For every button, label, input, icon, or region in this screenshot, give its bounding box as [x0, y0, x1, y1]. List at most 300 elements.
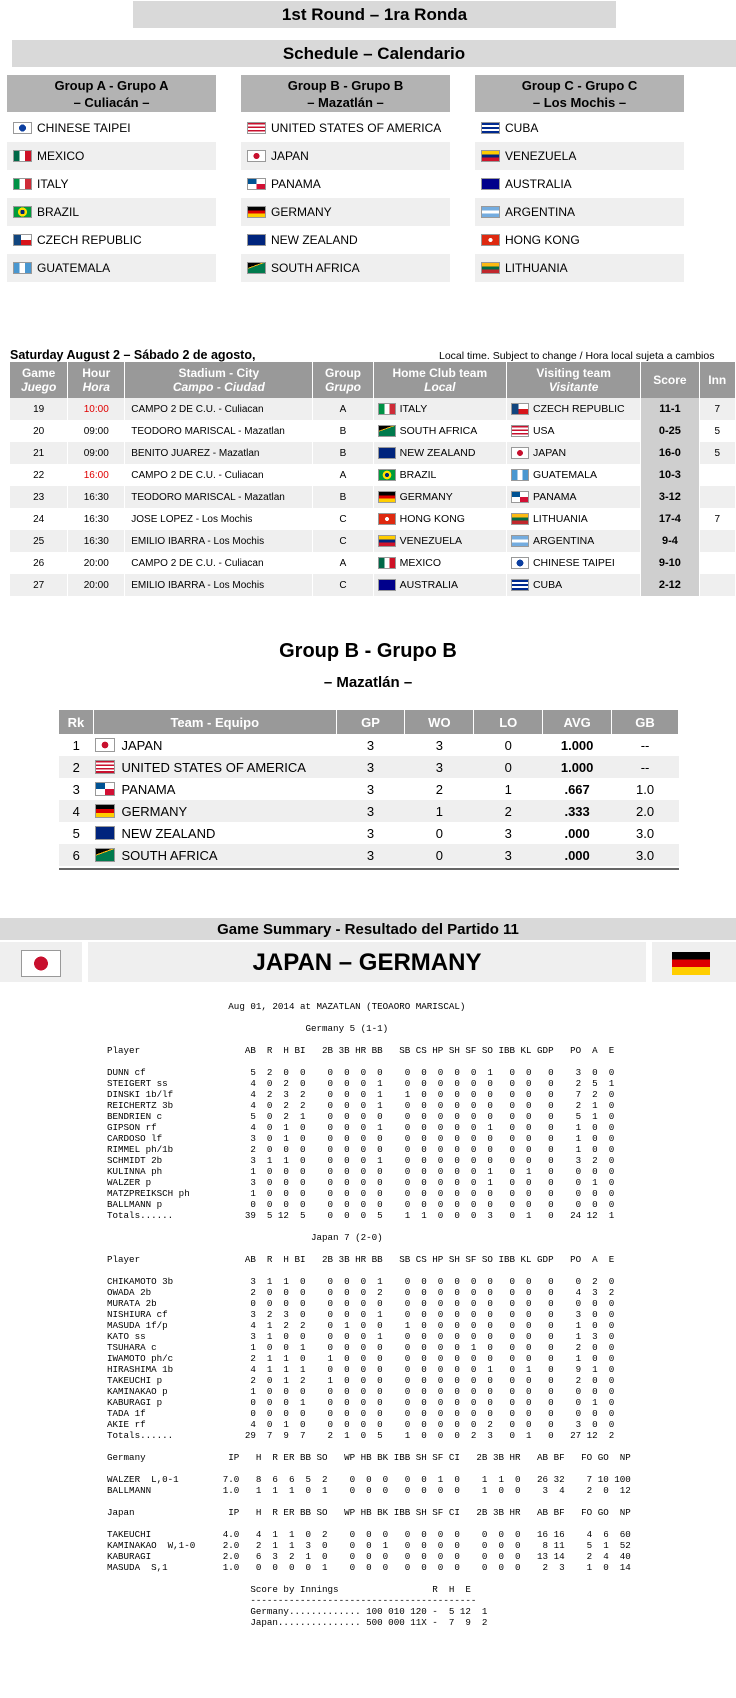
- gua-flag-icon: [511, 469, 529, 481]
- visit-team-name: ARGENTINA: [532, 535, 595, 547]
- game-group: C: [313, 574, 373, 596]
- boxscore-line: BALLMANN 1.0 1 1 1 0 1 0 0 0 0 0 0 0 1 0 0 3 4 2 0 12: [107, 1485, 631, 1496]
- standings-row: [59, 844, 679, 866]
- game-innings: [699, 552, 735, 574]
- schedule-row: [10, 442, 736, 464]
- game-stadium: TEODORO MARISCAL - Mazatlan: [125, 486, 313, 508]
- game-innings: 7: [699, 398, 735, 420]
- game-hour: 09:00: [68, 442, 125, 464]
- game-hour: 16:30: [68, 530, 125, 552]
- visit-team-cell: [506, 530, 640, 552]
- schedule-title-bar: Schedule – Calendario: [12, 40, 736, 67]
- group-team-row: [241, 114, 450, 142]
- boxscore-spacer: [107, 1012, 727, 1023]
- home-team-cell: [373, 530, 506, 552]
- usa-flag-icon: [95, 760, 115, 774]
- home-team-name: AUSTRALIA: [399, 579, 458, 591]
- boxscore-line: Player AB R H BI 2B 3B HR BB SB CS HP SH SF SO IBB KL GDP PO A E: [107, 1254, 615, 1265]
- rsa-flag-icon: [378, 425, 396, 437]
- ger-flag-icon: [378, 491, 396, 503]
- boxscore-line: DUNN cf 5 2 0 0 0 0 0 0 0 0 0 0 0 1 0 0 0 3 0 0: [107, 1067, 615, 1078]
- boxscore-line: TAKEUCHI 4.0 4 1 1 0 2 0 0 0 0 0 0 0 0 0 0 16 16 4 6 60: [107, 1529, 631, 1540]
- ltu-flag-icon: [481, 262, 500, 274]
- boxscore-line: MASUDA 1f/p 4 1 2 2 0 1 0 0 1 0 0 0 0 0 0 0 0 1 0 0: [107, 1320, 615, 1331]
- boxscore-line: TAKEUCHI p 2 0 1 2 1 0 0 0 0 0 0 0 0 0 0 0 0 2 0 0: [107, 1375, 615, 1386]
- group-name: Group C - Grupo C: [521, 78, 638, 93]
- team-name: HONG KONG: [505, 233, 580, 247]
- boxscore-spacer: [107, 1265, 727, 1276]
- usa-flag-icon: [247, 122, 266, 134]
- col-inn: Inn: [699, 362, 735, 398]
- standings-row: [59, 734, 679, 756]
- standings-team-name: JAPAN: [121, 737, 163, 753]
- game-score: 16-0: [641, 442, 699, 464]
- group-team-row: [7, 170, 216, 198]
- game-stadium: EMILIO IBARRA - Los Mochis: [125, 530, 313, 552]
- group-column: [241, 75, 450, 282]
- schedule-row: [10, 530, 736, 552]
- boxscore-spacer: [107, 1518, 727, 1529]
- standings-gb: 3.0: [612, 844, 679, 866]
- group-team-row: [7, 226, 216, 254]
- group-header: [475, 75, 684, 112]
- group-header: [7, 75, 216, 112]
- boxscore-line: Player AB R H BI 2B 3B HR BB SB CS HP SH SF SO IBB KL GDP PO A E: [107, 1045, 615, 1056]
- boxscore-line: Japan 7 (2-0): [107, 1232, 383, 1243]
- home-team-name: SOUTH AFRICA: [399, 425, 478, 437]
- standings-col-header: GB: [612, 710, 679, 734]
- game-score: 2-12: [641, 574, 699, 596]
- visit-team-cell: [506, 420, 640, 442]
- standings-team-name: NEW ZEALAND: [121, 825, 216, 841]
- group-team-row: [7, 198, 216, 226]
- game-stadium: CAMPO 2 DE C.U. - Culiacan: [125, 464, 313, 486]
- usa-flag-icon: [511, 425, 529, 437]
- boxscore-line: KULINNA ph 1 0 0 0 0 0 0 0 0 0 0 0 0 1 0 1 0 0 0 0: [107, 1166, 615, 1177]
- team-name: ARGENTINA: [505, 205, 576, 219]
- game-stadium: JOSE LOPEZ - Los Mochis: [125, 508, 313, 530]
- col-game: Game Juego: [10, 362, 68, 398]
- team-name: GERMANY: [271, 205, 332, 219]
- visit-team-cell: [506, 486, 640, 508]
- standings-row: [59, 800, 679, 822]
- standings-gp: 3: [336, 844, 405, 866]
- standings-col-header: WO: [405, 710, 474, 734]
- boxscore-line: Score by Innings R H E: [107, 1584, 471, 1595]
- home-team-cell: [373, 552, 506, 574]
- arg-flag-icon: [481, 206, 500, 218]
- standings-rk: 4: [59, 800, 93, 822]
- boxscore-line: TSUHARA c 1 0 0 1 0 0 0 0 0 0 0 0 1 0 0 0 0 2 0 0: [107, 1342, 615, 1353]
- team-name: UNITED STATES OF AMERICA: [271, 121, 442, 135]
- game-score: 10-3: [641, 464, 699, 486]
- standings-wo: 1: [405, 800, 474, 822]
- standings-lo: 1: [504, 781, 512, 797]
- game-hour: 16:30: [68, 508, 125, 530]
- boxscore-line: RIMMEL ph/1b 2 0 0 0 0 0 0 0 0 0 0 0 0 0 0 0 0 1 0 0: [107, 1144, 615, 1155]
- round-title-bar: 1st Round – 1ra Ronda: [133, 1, 616, 28]
- group-team-row: [475, 114, 684, 142]
- visit-team-cell: [506, 574, 640, 596]
- group-team-row: [7, 142, 216, 170]
- standings-team-cell: [93, 844, 336, 866]
- boxscore-line: KABURAGI 2.0 6 3 2 1 0 0 0 0 0 0 0 0 0 0 0 13 14 2 4 40: [107, 1551, 631, 1562]
- bra-flag-icon: [378, 469, 396, 481]
- ger-flag-icon: [247, 206, 266, 218]
- standings-avg: .667: [564, 781, 590, 797]
- standings-gb: --: [612, 756, 679, 778]
- boxscore-line: Totals...... 29 7 9 7 2 1 0 5 1 0 0 0 2 3 0 1 0 27 12 2: [107, 1430, 615, 1441]
- boxscore-spacer: [107, 1441, 727, 1452]
- standings-title: Group B - Grupo B: [279, 640, 457, 662]
- ven-flag-icon: [481, 150, 500, 162]
- nzl-flag-icon: [95, 826, 115, 840]
- home-team-name: MEXICO: [399, 557, 442, 569]
- boxscore-line: Totals...... 39 5 12 5 0 0 0 5 1 1 0 0 0 3 0 1 0 24 12 1: [107, 1210, 615, 1221]
- boxscore-line: OWADA 2b 2 0 0 0 0 0 0 2 0 0 0 0 0 0 0 0 0 4 3 2: [107, 1287, 615, 1298]
- boxscore-line: IWAMOTO ph/c 2 1 1 0 1 0 0 0 0 0 0 0 0 0 0 0 0 1 0 0: [107, 1353, 615, 1364]
- ita-flag-icon: [13, 178, 32, 190]
- group-team-row: [475, 198, 684, 226]
- standings-avg: 1.000: [543, 756, 612, 778]
- group-team-row: [241, 198, 450, 226]
- boxscore-spacer: [107, 1573, 727, 1584]
- standings-col-header: AVG: [543, 710, 612, 734]
- aus-flag-icon: [378, 579, 396, 591]
- home-team-name: ITALY: [399, 403, 428, 415]
- standings-lo: 0: [504, 737, 512, 753]
- game-number: 24: [10, 508, 68, 530]
- game-score: 17-4: [641, 508, 699, 530]
- boxscore-line: Germany 5 (1-1): [107, 1023, 389, 1034]
- standings-gp: 3: [366, 737, 375, 753]
- visit-team-name: GUATEMALA: [532, 469, 597, 481]
- standings-wo: 3: [405, 756, 474, 778]
- team-name: VENEZUELA: [505, 149, 577, 163]
- home-team-cell: [373, 486, 506, 508]
- visit-team-name: USA: [532, 425, 555, 437]
- col-hour: Hour Hora: [68, 362, 125, 398]
- standings-gp: 3: [336, 756, 405, 778]
- game-hour: 20:00: [68, 574, 125, 596]
- boxscore-spacer: [107, 1496, 727, 1507]
- standings-team-cell: [93, 756, 336, 778]
- standings-row: [59, 756, 679, 778]
- col-visit: Visiting team Visitante: [506, 362, 640, 398]
- home-team-name: VENEZUELA: [399, 535, 463, 547]
- jpn-flag-icon: [511, 447, 529, 459]
- group-name: Group A - Grupo A: [54, 78, 169, 93]
- team-name: CUBA: [505, 121, 539, 135]
- group-name: Group B - Grupo B: [287, 78, 404, 93]
- group-city: – Los Mochis –: [532, 95, 627, 110]
- standings-gb: 2.0: [612, 800, 679, 822]
- home-team-cell: [373, 508, 506, 530]
- standings-table: [59, 710, 679, 866]
- game-innings: 5: [699, 442, 735, 464]
- home-team-cell: [373, 574, 506, 596]
- game-stadium: TEODORO MARISCAL - Mazatlan: [125, 420, 313, 442]
- boxscore-line: NISHIURA cf 3 2 3 0 0 0 0 1 0 0 0 0 0 0 0 0 0 3 0 0: [107, 1309, 615, 1320]
- game-hour: 16:00: [68, 464, 125, 486]
- boxscore-line: MASUDA S,1 1.0 0 0 0 0 1 0 0 0 0 0 0 0 0 0 0 2 3 1 0 14: [107, 1562, 631, 1573]
- rsa-flag-icon: [247, 262, 266, 274]
- standings-gp: 3: [366, 825, 375, 841]
- boxscore-line: KABURAGI p 0 0 0 1 0 0 0 0 0 0 0 0 0 0 0 0 0 0 1 0: [107, 1397, 615, 1408]
- standings-lo: 3: [474, 844, 543, 866]
- ger-flag-icon: [95, 804, 115, 818]
- game-group: A: [313, 464, 373, 486]
- group-team-row: [241, 170, 450, 198]
- mex-flag-icon: [13, 150, 32, 162]
- standings-header-row: [59, 710, 679, 734]
- cub-flag-icon: [481, 122, 500, 134]
- boxscore-line: BENDRIEN c 5 0 2 1 0 0 0 0 0 0 0 0 0 0 0 0 0 5 1 0: [107, 1111, 615, 1122]
- boxscore-spacer: [107, 1243, 727, 1254]
- visit-team-cell: [506, 552, 640, 574]
- schedule-row: [10, 420, 736, 442]
- hkg-flag-icon: [378, 513, 396, 525]
- standings-col-header: GP: [336, 710, 405, 734]
- game-group: A: [313, 398, 373, 420]
- home-team-name: GERMANY: [399, 491, 453, 503]
- game-hour: 20:00: [68, 552, 125, 574]
- standings-gp: 3: [366, 781, 375, 797]
- game-number: 27: [10, 574, 68, 596]
- ltu-flag-icon: [511, 513, 529, 525]
- pan-flag-icon: [95, 782, 115, 796]
- cub-flag-icon: [511, 579, 529, 591]
- game-hour: 10:00: [68, 398, 125, 420]
- game-group: B: [313, 486, 373, 508]
- schedule-row: [10, 486, 736, 508]
- schedule-row: [10, 508, 736, 530]
- standings-team-name: PANAMA: [121, 781, 176, 797]
- standings-team-cell: [93, 778, 336, 800]
- standings-gp: 3: [336, 800, 405, 822]
- standings-team-name: SOUTH AFRICA: [121, 847, 218, 863]
- gua-flag-icon: [13, 262, 32, 274]
- standings-col-header: LO: [474, 710, 543, 734]
- game-innings: [699, 464, 735, 486]
- standings-avg: .333: [543, 800, 612, 822]
- home-team-name: NEW ZEALAND: [399, 447, 476, 459]
- visit-team-cell: [506, 398, 640, 420]
- team-name: LITHUANIA: [505, 261, 568, 275]
- summary-title-bar: Game Summary - Resultado del Partido 11: [0, 918, 736, 940]
- boxscore-spacer: [107, 1056, 727, 1067]
- group-team-row: [7, 114, 216, 142]
- standings-lo: 3: [504, 825, 512, 841]
- team-name: GUATEMALA: [37, 261, 111, 275]
- group-team-row: [241, 226, 450, 254]
- boxscore-line: SCHMIDT 2b 3 1 1 0 0 0 0 1 0 0 0 0 0 0 0 0 0 3 2 0: [107, 1155, 615, 1166]
- schedule-header-row: [10, 362, 736, 398]
- boxscore-line: Germany IP H R ER BB SO WP HB BK IBB SH SF CI 2B 3B HR AB BF FO GO NP: [107, 1452, 631, 1463]
- visit-team-name: CHINESE TAIPEI: [532, 557, 615, 569]
- group-team-row: [241, 142, 450, 170]
- visit-team-cell: [506, 508, 640, 530]
- boxscore-line: KATO ss 3 1 0 0 0 0 0 1 0 0 0 0 0 0 0 0 0 1 3 0: [107, 1331, 615, 1342]
- team-name: AUSTRALIA: [505, 177, 572, 191]
- game-number: 22: [10, 464, 68, 486]
- schedule-row: [10, 574, 736, 596]
- home-team-cell: [373, 420, 506, 442]
- home-team-name: HONG KONG: [399, 513, 465, 525]
- team-name: CHINESE TAIPEI: [37, 121, 131, 135]
- standings-avg: .000: [564, 825, 590, 841]
- standings-team-name: GERMANY: [121, 803, 188, 819]
- boxscore-line: CHIKAMOTO 3b 3 1 1 0 0 0 0 1 0 0 0 0 0 0 0 0 0 0 2 0: [107, 1276, 615, 1287]
- schedule-date: Saturday August 2 – Sábado 2 de agosto,: [10, 348, 256, 362]
- standings-wo: 2: [435, 781, 443, 797]
- pan-flag-icon: [247, 178, 266, 190]
- standings-col-header: Rk: [59, 710, 93, 734]
- boxscore-line: TADA 1f 0 0 0 0 0 0 0 0 0 0 0 0 0 0 0 0 0 0 0 0: [107, 1408, 615, 1419]
- game-innings: 5: [699, 420, 735, 442]
- standings-team-cell: [93, 822, 336, 844]
- pan-flag-icon: [511, 491, 529, 503]
- boxscore: [107, 1001, 727, 1628]
- game-score: 9-4: [641, 530, 699, 552]
- visit-team-name: CUBA: [532, 579, 563, 591]
- standings-subtitle: – Mazatlán –: [323, 674, 413, 691]
- visit-team-cell: [506, 464, 640, 486]
- boxscore-line: Japan............... 500 000 11X - 7 9 2: [107, 1617, 488, 1628]
- ven-flag-icon: [378, 535, 396, 547]
- group-team-row: [475, 226, 684, 254]
- visit-team-name: CZECH REPUBLIC: [532, 403, 625, 415]
- game-stadium: EMILIO IBARRA - Los Mochis: [125, 574, 313, 596]
- standings-wo: 0: [435, 825, 443, 841]
- schedule-row: [10, 464, 736, 486]
- standings-row: [59, 822, 679, 844]
- game-number: 19: [10, 398, 68, 420]
- tpe-flag-icon: [13, 122, 32, 134]
- boxscore-line: Japan IP H R ER BB SO WP HB BK IBB SH SF CI 2B 3B HR AB BF FO GO NP: [107, 1507, 631, 1518]
- boxscore-line: CARDOSO lf 3 0 1 0 0 0 0 0 0 0 0 0 0 0 0 0 0 1 0 0: [107, 1133, 615, 1144]
- standings-team-cell: [93, 800, 336, 822]
- boxscore-line: STEIGERT ss 4 0 2 0 0 0 0 1 0 0 0 0 0 0 0 0 0 2 5 1: [107, 1078, 615, 1089]
- boxscore-line: DINSKI 1b/lf 4 2 3 2 0 0 0 1 1 0 0 0 0 0 0 0 0 7 2 0: [107, 1089, 615, 1100]
- game-number: 23: [10, 486, 68, 508]
- standings-rk: 6: [59, 844, 93, 866]
- home-team-cell: [373, 464, 506, 486]
- germany-flag-icon: [672, 952, 710, 975]
- standings-avg: 1.000: [560, 737, 594, 753]
- visit-team-name: PANAMA: [532, 491, 577, 503]
- japan-flag-icon: [21, 950, 61, 977]
- game-stadium: BENITO JUAREZ - Mazatlan: [125, 442, 313, 464]
- game-innings: [699, 486, 735, 508]
- ita-flag-icon: [378, 403, 396, 415]
- team-name: CZECH REPUBLIC: [37, 233, 142, 247]
- boxscore-line: BALLMANN p 0 0 0 0 0 0 0 0 0 0 0 0 0 0 0 0 0 0 0 0: [107, 1199, 615, 1210]
- col-group: Group Grupo: [313, 362, 373, 398]
- boxscore-line: AKIE rf 4 0 1 0 0 0 0 0 0 0 0 0 0 2 0 0 0 3 0 0: [107, 1419, 615, 1430]
- visit-team-name: LITHUANIA: [532, 513, 588, 525]
- game-number: 20: [10, 420, 68, 442]
- standings-gb: 3.0: [636, 825, 655, 841]
- boxscore-line: KAMINAKAO W,1-0 2.0 2 1 1 3 0 0 0 1 0 0 0 0 0 0 0 8 11 5 1 52: [107, 1540, 631, 1551]
- rsa-flag-icon: [95, 848, 115, 862]
- game-innings: [699, 530, 735, 552]
- game-innings: [699, 574, 735, 596]
- game-group: A: [313, 552, 373, 574]
- game-group: B: [313, 420, 373, 442]
- standings-wo: 0: [405, 844, 474, 866]
- schedule-note: Local time. Subject to change / Hora local sujeta a cambios: [439, 350, 715, 362]
- group-city: – Mazatlán –: [307, 95, 384, 110]
- game-score: 0-25: [641, 420, 699, 442]
- game-number: 26: [10, 552, 68, 574]
- boxscore-line: MATZPREIKSCH ph 1 0 0 0 0 0 0 0 0 0 0 0 0 0 0 0 0 0 0 0: [107, 1188, 615, 1199]
- standings-rk: 2: [59, 756, 93, 778]
- group-column: [475, 75, 684, 282]
- standings-gb: --: [640, 737, 650, 753]
- boxscore-line: Germany............. 100 010 120 - 5 12 1: [107, 1606, 488, 1617]
- standings-team-name: UNITED STATES OF AMERICA: [121, 759, 306, 775]
- standings-rk: 5: [72, 825, 80, 841]
- boxscore-line: WALZER L,0-1 7.0 8 6 6 5 2 0 0 0 0 0 1 0 1 1 0 26 32 7 10 100: [107, 1474, 631, 1485]
- boxscore-spacer: [107, 1463, 727, 1474]
- boxscore-line: REICHERTZ 3b 4 0 2 2 0 0 0 1 0 0 0 0 0 0 0 0 0 2 1 0: [107, 1100, 615, 1111]
- boxscore-spacer: [107, 1034, 727, 1045]
- game-score: 3-12: [641, 486, 699, 508]
- group-header: [241, 75, 450, 112]
- team-name: SOUTH AFRICA: [271, 261, 360, 275]
- boxscore-line: HIRASHIMA 1b 4 1 1 1 0 0 0 0 0 0 0 0 0 1 0 1 0 9 1 0: [107, 1364, 615, 1375]
- game-group: C: [313, 508, 373, 530]
- standings-row: [59, 778, 679, 800]
- boxscore-line: MURATA 2b 0 0 0 0 0 0 0 0 0 0 0 0 0 0 0 0 0 0 0 0: [107, 1298, 615, 1309]
- col-stadium: Stadium - City Campo - Ciudad: [125, 362, 313, 398]
- boxscore-spacer: [107, 1221, 727, 1232]
- standings-gb: 1.0: [636, 781, 655, 797]
- cze-flag-icon: [13, 234, 32, 246]
- group-team-row: [475, 254, 684, 282]
- group-column: [7, 75, 216, 282]
- team-name: PANAMA: [271, 177, 321, 191]
- standings-bottom-rule: [59, 868, 679, 870]
- schedule-table: [10, 362, 736, 596]
- game-number: 25: [10, 530, 68, 552]
- nzl-flag-icon: [247, 234, 266, 246]
- team-name: MEXICO: [37, 149, 85, 163]
- game-group: B: [313, 442, 373, 464]
- visit-team-cell: [506, 442, 640, 464]
- game-hour: 16:30: [68, 486, 125, 508]
- game-hour: 09:00: [68, 420, 125, 442]
- jpn-flag-icon: [247, 150, 266, 162]
- standings-lo: 2: [474, 800, 543, 822]
- game-innings: 7: [699, 508, 735, 530]
- group-team-row: [475, 170, 684, 198]
- tpe-flag-icon: [511, 557, 529, 569]
- jpn-flag-icon: [95, 738, 115, 752]
- group-team-row: [241, 254, 450, 282]
- game-group: C: [313, 530, 373, 552]
- home-team-cell: [373, 442, 506, 464]
- home-team-cell: [373, 398, 506, 420]
- arg-flag-icon: [511, 535, 529, 547]
- bra-flag-icon: [13, 206, 32, 218]
- nzl-flag-icon: [378, 447, 396, 459]
- standings-rk: 1: [72, 737, 80, 753]
- group-team-row: [7, 254, 216, 282]
- standings-wo: 3: [435, 737, 443, 753]
- game-stadium: CAMPO 2 DE C.U. - Culiacan: [125, 552, 313, 574]
